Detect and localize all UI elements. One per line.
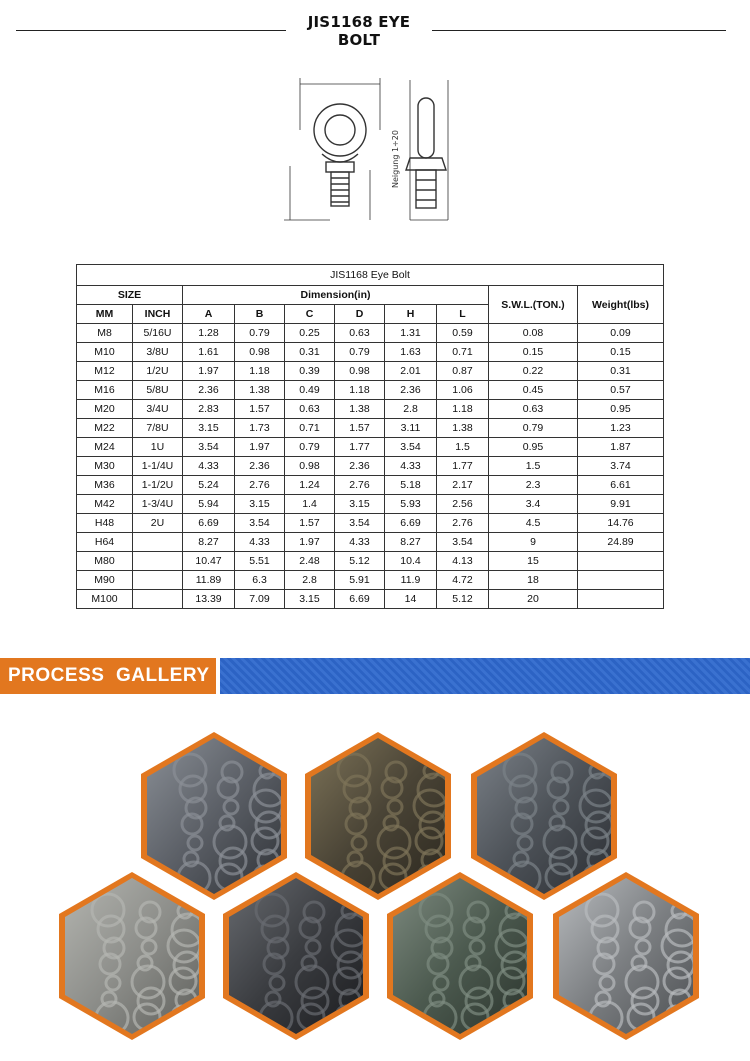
table-cell: 5.94 bbox=[183, 495, 235, 514]
table-cell bbox=[133, 533, 183, 552]
title-rule-right bbox=[432, 30, 726, 31]
table-cell: 1.18 bbox=[335, 381, 385, 400]
table-cell: 1.38 bbox=[437, 419, 489, 438]
table-cell: 1.38 bbox=[335, 400, 385, 419]
title-row bbox=[0, 0, 750, 48]
gallery-title: PROCESS GALLERY bbox=[8, 665, 210, 686]
table-cell: 2.8 bbox=[285, 571, 335, 590]
table-cell: 1.5 bbox=[489, 457, 578, 476]
table-cell: 0.15 bbox=[489, 343, 578, 362]
table-cell: 0.63 bbox=[489, 400, 578, 419]
table-cell bbox=[133, 552, 183, 571]
dimension-header: Dimension(in) bbox=[183, 286, 489, 305]
column-header-d: D bbox=[335, 305, 385, 324]
table-cell: 3/8U bbox=[133, 343, 183, 362]
table-cell: M20 bbox=[77, 400, 133, 419]
table-cell: 14.76 bbox=[578, 514, 664, 533]
table-cell: 5/16U bbox=[133, 324, 183, 343]
table-row bbox=[77, 571, 664, 590]
column-header-c: C bbox=[285, 305, 335, 324]
table-cell: 5.93 bbox=[385, 495, 437, 514]
table-cell: 1.97 bbox=[285, 533, 335, 552]
table-cell: 5.12 bbox=[437, 590, 489, 609]
table-cell: 1.57 bbox=[335, 419, 385, 438]
table-row bbox=[77, 324, 664, 343]
table-cell: 8.27 bbox=[385, 533, 437, 552]
process-gallery-banner bbox=[0, 658, 750, 694]
table-cell: 2.56 bbox=[437, 495, 489, 514]
table-cell: 10.4 bbox=[385, 552, 437, 571]
table-cell: 11.89 bbox=[183, 571, 235, 590]
table-cell: 1.06 bbox=[437, 381, 489, 400]
page-title: JIS1168 EYE BOLT bbox=[307, 13, 411, 49]
table-cell: 0.71 bbox=[437, 343, 489, 362]
table-row bbox=[77, 552, 664, 571]
table-cell: 1/2U bbox=[133, 362, 183, 381]
table-cell: 1U bbox=[133, 438, 183, 457]
column-header-l: L bbox=[437, 305, 489, 324]
table-cell: 2.76 bbox=[335, 476, 385, 495]
table-cell: 2.8 bbox=[385, 400, 437, 419]
table-cell: 6.61 bbox=[578, 476, 664, 495]
table-cell: 1.18 bbox=[235, 362, 285, 381]
table-cell: 1.28 bbox=[183, 324, 235, 343]
table-cell: 1.61 bbox=[183, 343, 235, 362]
weight-header: Weight(lbs) bbox=[578, 286, 664, 324]
table-cell: 13.39 bbox=[183, 590, 235, 609]
table-row bbox=[77, 438, 664, 457]
gallery-title-block bbox=[0, 658, 216, 694]
table-cell: 4.33 bbox=[385, 457, 437, 476]
table-cell: 3.15 bbox=[335, 495, 385, 514]
table-cell: 3.15 bbox=[183, 419, 235, 438]
eye-bolt-technical-drawing bbox=[270, 70, 470, 230]
column-header-b: B bbox=[235, 305, 285, 324]
table-cell: 2.36 bbox=[385, 381, 437, 400]
table-cell: 0.63 bbox=[285, 400, 335, 419]
table-cell: 20 bbox=[489, 590, 578, 609]
column-header-inch: INCH bbox=[133, 305, 183, 324]
table-cell: 2.48 bbox=[285, 552, 335, 571]
table-cell: 18 bbox=[489, 571, 578, 590]
table-row bbox=[77, 533, 664, 552]
table-cell: M8 bbox=[77, 324, 133, 343]
table-cell: M90 bbox=[77, 571, 133, 590]
swl-header: S.W.L.(TON.) bbox=[489, 286, 578, 324]
table-cell: 1-1/4U bbox=[133, 457, 183, 476]
table-cell: M80 bbox=[77, 552, 133, 571]
table-cell: 0.95 bbox=[578, 400, 664, 419]
table-cell: 1.77 bbox=[437, 457, 489, 476]
table-cell: 1.38 bbox=[235, 381, 285, 400]
table-cell: 0.25 bbox=[285, 324, 335, 343]
table-cell: H64 bbox=[77, 533, 133, 552]
table-cell: 1.57 bbox=[235, 400, 285, 419]
table-cell: 6.69 bbox=[385, 514, 437, 533]
table-row bbox=[77, 590, 664, 609]
gallery-banner-stripe bbox=[220, 658, 750, 694]
table-cell: 2.36 bbox=[235, 457, 285, 476]
table-row bbox=[77, 400, 664, 419]
table-cell: 6.69 bbox=[183, 514, 235, 533]
table-cell: 0.98 bbox=[285, 457, 335, 476]
table-cell: 1.97 bbox=[235, 438, 285, 457]
table-cell: 5.91 bbox=[335, 571, 385, 590]
table-cell: 0.39 bbox=[285, 362, 335, 381]
table-cell: 0.79 bbox=[489, 419, 578, 438]
table-cell: 4.5 bbox=[489, 514, 578, 533]
table-row bbox=[77, 514, 664, 533]
table-cell: 1.63 bbox=[385, 343, 437, 362]
table-cell: 0.79 bbox=[235, 324, 285, 343]
table-cell: 1-3/4U bbox=[133, 495, 183, 514]
column-header-mm: MM bbox=[77, 305, 133, 324]
table-cell: 1.57 bbox=[285, 514, 335, 533]
heat-treatment-furnace-photo bbox=[385, 870, 535, 1042]
table-cell: 1-1/2U bbox=[133, 476, 183, 495]
table-cell: 9 bbox=[489, 533, 578, 552]
table-cell: M22 bbox=[77, 419, 133, 438]
column-header-h: H bbox=[385, 305, 437, 324]
table-cell: 2.01 bbox=[385, 362, 437, 381]
table-cell: 3.4 bbox=[489, 495, 578, 514]
table-cell: 3.54 bbox=[235, 514, 285, 533]
table-cell: 5.24 bbox=[183, 476, 235, 495]
table-cell: 3/4U bbox=[133, 400, 183, 419]
table-cell: 0.95 bbox=[489, 438, 578, 457]
eye-bolt-drawing-svg bbox=[270, 70, 470, 230]
table-row bbox=[77, 362, 664, 381]
table-cell: M36 bbox=[77, 476, 133, 495]
table-row bbox=[77, 495, 664, 514]
table-cell bbox=[578, 571, 664, 590]
table-cell: 1.87 bbox=[578, 438, 664, 457]
table-cell: 0.87 bbox=[437, 362, 489, 381]
table-cell: 0.22 bbox=[489, 362, 578, 381]
table-cell: 3.74 bbox=[578, 457, 664, 476]
table-cell: M10 bbox=[77, 343, 133, 362]
table-cell: 1.31 bbox=[385, 324, 437, 343]
table-cell: M24 bbox=[77, 438, 133, 457]
table-row bbox=[77, 419, 664, 438]
drawing-slope-label: Neigung 1÷20 bbox=[391, 130, 400, 188]
table-cell: 0.79 bbox=[335, 343, 385, 362]
table-cell: 3.54 bbox=[437, 533, 489, 552]
table-cell: 2.17 bbox=[437, 476, 489, 495]
table-cell: 0.49 bbox=[285, 381, 335, 400]
table-cell: 3.54 bbox=[183, 438, 235, 457]
table-cell: 3.54 bbox=[335, 514, 385, 533]
table-cell: 1.18 bbox=[437, 400, 489, 419]
table-cell: 1.77 bbox=[335, 438, 385, 457]
table-cell: 7/8U bbox=[133, 419, 183, 438]
table-cell: 6.3 bbox=[235, 571, 285, 590]
table-cell: 4.33 bbox=[235, 533, 285, 552]
table-cell: 2.36 bbox=[183, 381, 235, 400]
table-cell: 1.24 bbox=[285, 476, 335, 495]
table-cell: 1.5 bbox=[437, 438, 489, 457]
galvanized-eye-bolts-photo bbox=[551, 870, 701, 1042]
table-cell: H48 bbox=[77, 514, 133, 533]
table-cell: M30 bbox=[77, 457, 133, 476]
table-row bbox=[77, 476, 664, 495]
table-cell: M42 bbox=[77, 495, 133, 514]
table-cell: 0.71 bbox=[285, 419, 335, 438]
table-cell: 4.13 bbox=[437, 552, 489, 571]
table-row bbox=[77, 381, 664, 400]
table-cell: 0.09 bbox=[578, 324, 664, 343]
table-cell: 4.33 bbox=[183, 457, 235, 476]
table-cell: 8.27 bbox=[183, 533, 235, 552]
table-row bbox=[77, 457, 664, 476]
table-cell: 11.9 bbox=[385, 571, 437, 590]
table-cell: 5.18 bbox=[385, 476, 437, 495]
table-cell: 2.36 bbox=[335, 457, 385, 476]
table-cell: 3.54 bbox=[385, 438, 437, 457]
table-cell: 0.45 bbox=[489, 381, 578, 400]
table-cell: 0.98 bbox=[235, 343, 285, 362]
column-header-a: A bbox=[183, 305, 235, 324]
table-cell: 10.47 bbox=[183, 552, 235, 571]
table-cell: 5.12 bbox=[335, 552, 385, 571]
table-cell: 6.69 bbox=[335, 590, 385, 609]
table-cell: M16 bbox=[77, 381, 133, 400]
blackened-eye-bolts-photo bbox=[221, 870, 371, 1042]
size-header: SIZE bbox=[77, 286, 183, 305]
table-cell bbox=[133, 590, 183, 609]
table-cell: 5.51 bbox=[235, 552, 285, 571]
table-cell bbox=[133, 571, 183, 590]
raw-forged-eye-bolts-photo bbox=[57, 870, 207, 1042]
table-cell: 2.3 bbox=[489, 476, 578, 495]
table-cell: 14 bbox=[385, 590, 437, 609]
title-rule-left bbox=[16, 30, 286, 31]
table-row bbox=[77, 343, 664, 362]
table-cell bbox=[578, 552, 664, 571]
table-cell: 15 bbox=[489, 552, 578, 571]
table-cell: 2.76 bbox=[235, 476, 285, 495]
table-cell: 2.83 bbox=[183, 400, 235, 419]
table-cell bbox=[578, 590, 664, 609]
table-cell: 9.91 bbox=[578, 495, 664, 514]
table-cell: 1.4 bbox=[285, 495, 335, 514]
table-cell: 4.72 bbox=[437, 571, 489, 590]
table-cell: M12 bbox=[77, 362, 133, 381]
table-cell: 0.59 bbox=[437, 324, 489, 343]
table-cell: 1.97 bbox=[183, 362, 235, 381]
table-cell: M100 bbox=[77, 590, 133, 609]
table-cell: 2U bbox=[133, 514, 183, 533]
table-cell: 0.08 bbox=[489, 324, 578, 343]
table-cell: 2.76 bbox=[437, 514, 489, 533]
table-cell: 1.73 bbox=[235, 419, 285, 438]
table-cell: 0.79 bbox=[285, 438, 335, 457]
spec-table bbox=[76, 264, 664, 609]
table-cell: 3.15 bbox=[235, 495, 285, 514]
table-cell: 3.15 bbox=[285, 590, 335, 609]
table-cell: 0.15 bbox=[578, 343, 664, 362]
table-cell: 0.98 bbox=[335, 362, 385, 381]
table-cell: 5/8U bbox=[133, 381, 183, 400]
table-cell: 0.57 bbox=[578, 381, 664, 400]
table-caption: JIS1168 Eye Bolt bbox=[77, 265, 664, 286]
table-cell: 3.11 bbox=[385, 419, 437, 438]
table-cell: 4.33 bbox=[335, 533, 385, 552]
table-cell: 1.23 bbox=[578, 419, 664, 438]
table-cell: 0.63 bbox=[335, 324, 385, 343]
table-cell: 24.89 bbox=[578, 533, 664, 552]
table-cell: 0.31 bbox=[285, 343, 335, 362]
table-cell: 7.09 bbox=[235, 590, 285, 609]
table-cell: 0.31 bbox=[578, 362, 664, 381]
